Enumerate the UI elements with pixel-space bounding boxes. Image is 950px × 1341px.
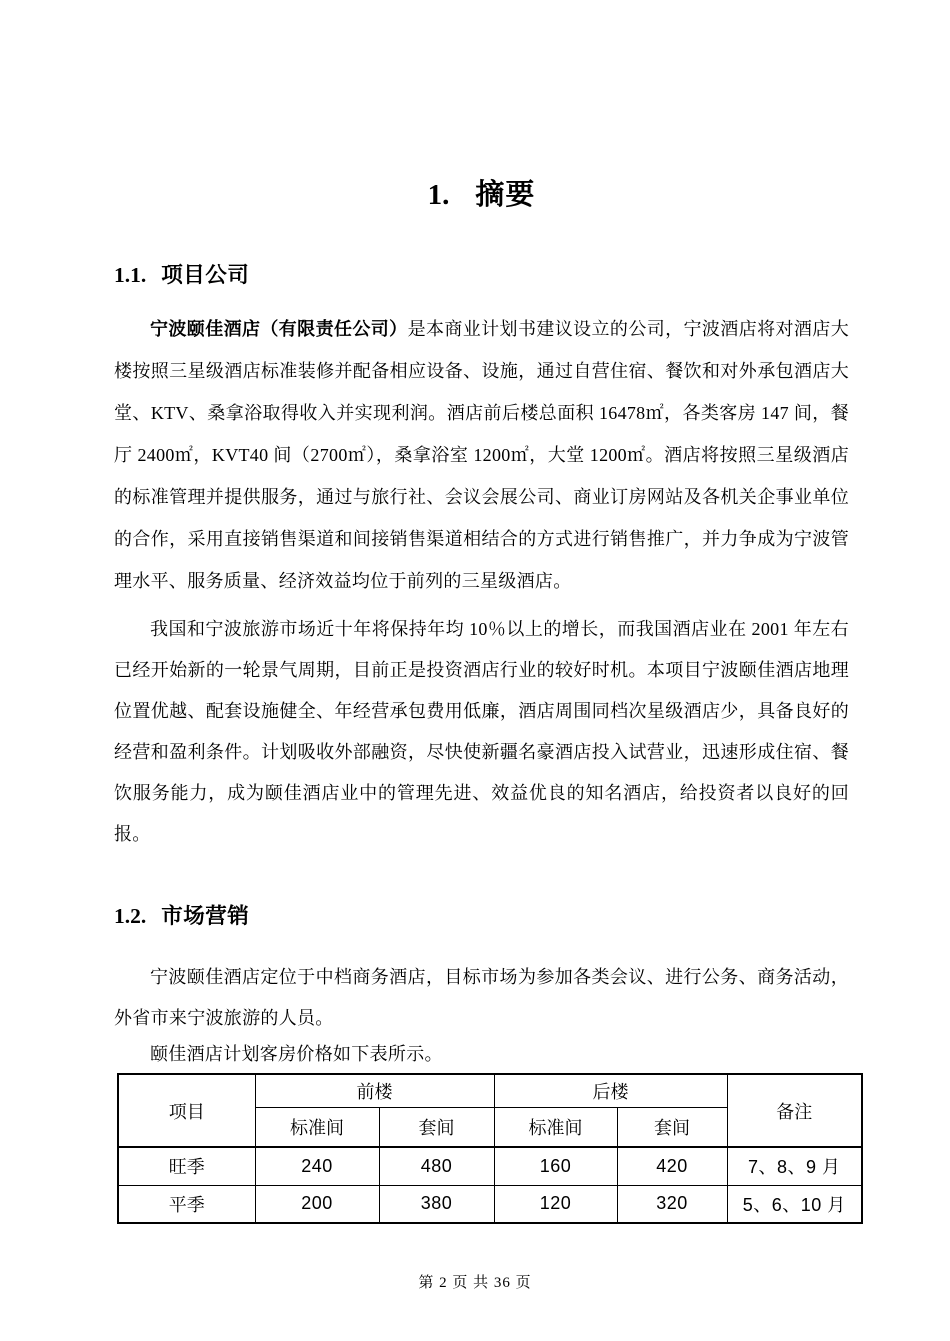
subheader-back-suite: 套间 bbox=[617, 1107, 727, 1147]
title-text: 摘要 bbox=[475, 179, 536, 211]
page-number-footer: 第 2 页 共 36 页 bbox=[418, 1275, 532, 1291]
section-1-2-number: 1.2. bbox=[114, 904, 147, 928]
header-cell-front-building: 前楼 bbox=[255, 1074, 494, 1107]
page-title bbox=[114, 0, 849, 214]
cell-price: 480 bbox=[379, 1147, 494, 1185]
cell-price: 160 bbox=[494, 1147, 617, 1185]
paragraph-positioning: 宁波颐佳酒店定位于中档商务酒店，目标市场为参加各类会议、进行公务、商务活动，外省市来宁波旅游的人员。 bbox=[114, 967, 849, 1028]
table-row-regular-season bbox=[118, 1185, 862, 1223]
header-cell-item: 项目 bbox=[118, 1074, 255, 1147]
section-1-2-title: 市场营销 bbox=[161, 904, 250, 928]
cell-months-note: 5、6、10 月 bbox=[727, 1185, 862, 1223]
title-number: 1. bbox=[427, 179, 450, 211]
section-1-1-title: 项目公司 bbox=[161, 263, 250, 287]
section-heading-marketing bbox=[114, 901, 849, 931]
section-1-1-number: 1.1. bbox=[114, 263, 147, 287]
paragraph-company-intro bbox=[114, 308, 849, 602]
cell-price: 320 bbox=[617, 1185, 727, 1223]
room-price-table bbox=[117, 1073, 863, 1224]
company-intro-text: 是本商业计划书建议设立的公司，宁波酒店将对酒店大楼按照三星级酒店标准装修并配备相应设备、设施，通过自营住宿、餐饮和对外承包酒店大堂、KTV、桑拿浴取得收入并实现利润。酒店前后楼总面积 16478㎡，各类客房 147 间，餐厅 2400㎡，KVT40 间（2700㎡），桑拿浴室 1200㎡，大堂 1200㎡。酒店将按照三星级酒店的标准管理并提供服务，通过与旅行社、会议会展公司、商业订房网站及各机关企事业单位的合作，采用直接销售渠道和间接销售渠道相结合的方式进行销售推广，并力争成为宁波管理水平、服务质量、经济效益均位于前列的三星级酒店。 bbox=[114, 319, 849, 591]
cell-price: 120 bbox=[494, 1185, 617, 1223]
header-cell-back-building: 后楼 bbox=[494, 1074, 727, 1107]
section-heading-project-company bbox=[114, 260, 849, 290]
paragraph-table-note: 颐佳酒店计划客房价格如下表所示。 bbox=[150, 1044, 443, 1064]
company-name-bold: 宁波颐佳酒店（有限责任公司） bbox=[150, 319, 408, 339]
cell-price: 240 bbox=[255, 1147, 379, 1185]
cell-season-name: 旺季 bbox=[118, 1147, 255, 1185]
cell-season-name: 平季 bbox=[118, 1185, 255, 1223]
subheader-back-standard: 标准间 bbox=[494, 1107, 617, 1147]
header-cell-note: 备注 bbox=[727, 1074, 862, 1147]
cell-price: 200 bbox=[255, 1185, 379, 1223]
cell-months-note: 7、8、9 月 bbox=[727, 1147, 862, 1185]
paragraph-market-trend: 我国和宁波旅游市场近十年将保持年均 10％以上的增长，而我国酒店业在 2001 年左右已经开始新的一轮景气周期，目前正是投资酒店行业的较好时机。本项目宁波颐佳酒店地理位置优越、配套设施健全、年经营承包费用低廉，酒店周围同档次星级酒店少，具备良好的经营和盈利条件。计划吸收外部融资，尽快使新疆名豪酒店投入试营业，迅速形成住宿、餐饮服务能力，成为颐佳酒店业中的管理先进、效益优良的知名酒店，给投资者以良好的回报。 bbox=[114, 619, 849, 844]
table-row-peak-season bbox=[118, 1147, 862, 1185]
table-header-row-groups bbox=[118, 1074, 862, 1107]
subheader-front-standard: 标准间 bbox=[255, 1107, 379, 1147]
cell-price: 380 bbox=[379, 1185, 494, 1223]
subheader-front-suite: 套间 bbox=[379, 1107, 494, 1147]
cell-price: 420 bbox=[617, 1147, 727, 1185]
